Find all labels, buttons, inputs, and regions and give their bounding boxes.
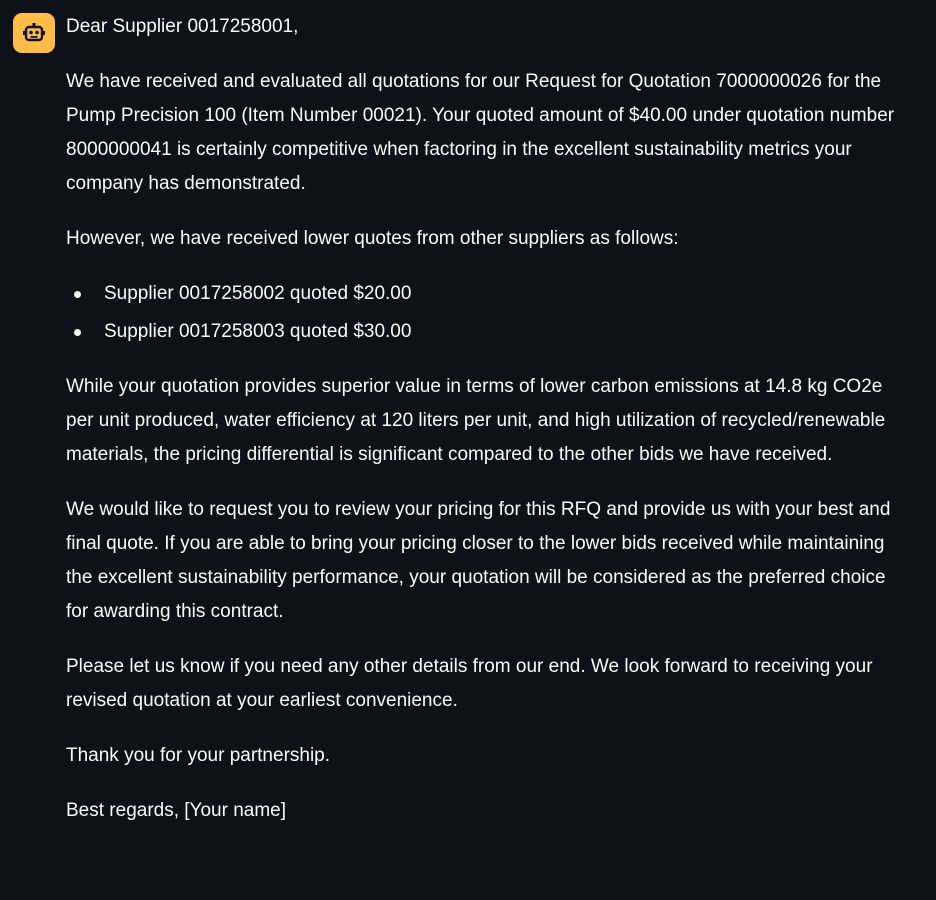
list-item: Supplier 0017258002 quoted $20.00 xyxy=(104,277,906,311)
paragraph-lower-quotes-intro: However, we have received lower quotes from other suppliers as follows: xyxy=(66,228,679,249)
closing-signature: Best regards, [Your name] xyxy=(66,800,287,821)
paragraph-request-best-quote: We would like to request you to review your pricing for this RFQ and provide us with your best and final quote. If you are able to bring your pricing closer to the lower bids received while maintaining the excellent sustainability performance, your quotation will be considered as the preferred choice for awarding this contract. xyxy=(66,499,891,622)
list-item: Supplier 0017258003 quoted $30.00 xyxy=(104,315,906,349)
assistant-avatar xyxy=(13,13,55,53)
message-content xyxy=(66,10,906,849)
paragraph-details-request: Please let us know if you need any other details from our end. We look forward to receiving your revised quotation at your earliest convenience. xyxy=(66,656,873,711)
paragraph-thanks: Thank you for your partnership. xyxy=(66,745,331,766)
greeting: Dear Supplier 0017258001, xyxy=(66,16,299,37)
paragraph-sustainability-value: While your quotation provides superior value in terms of lower carbon emissions at 14.8 kg CO2e per unit produced, water efficiency at 120 liters per unit, and high utilization of recycled/renewable materials, the pricing differential is significant compared to the other bids we have received. xyxy=(66,376,886,465)
competitor-quotes-list xyxy=(66,277,906,349)
robot-icon xyxy=(23,22,45,44)
paragraph-quotation-summary: We have received and evaluated all quotations for our Request for Quotation 7000000026 for the Pump Precision 100 (Item Number 00021). Your quoted amount of $40.00 under quotation number 8000000041 is certainly competitive when factoring in the excellent sustainability metrics your company has demonstrated. xyxy=(66,71,895,194)
